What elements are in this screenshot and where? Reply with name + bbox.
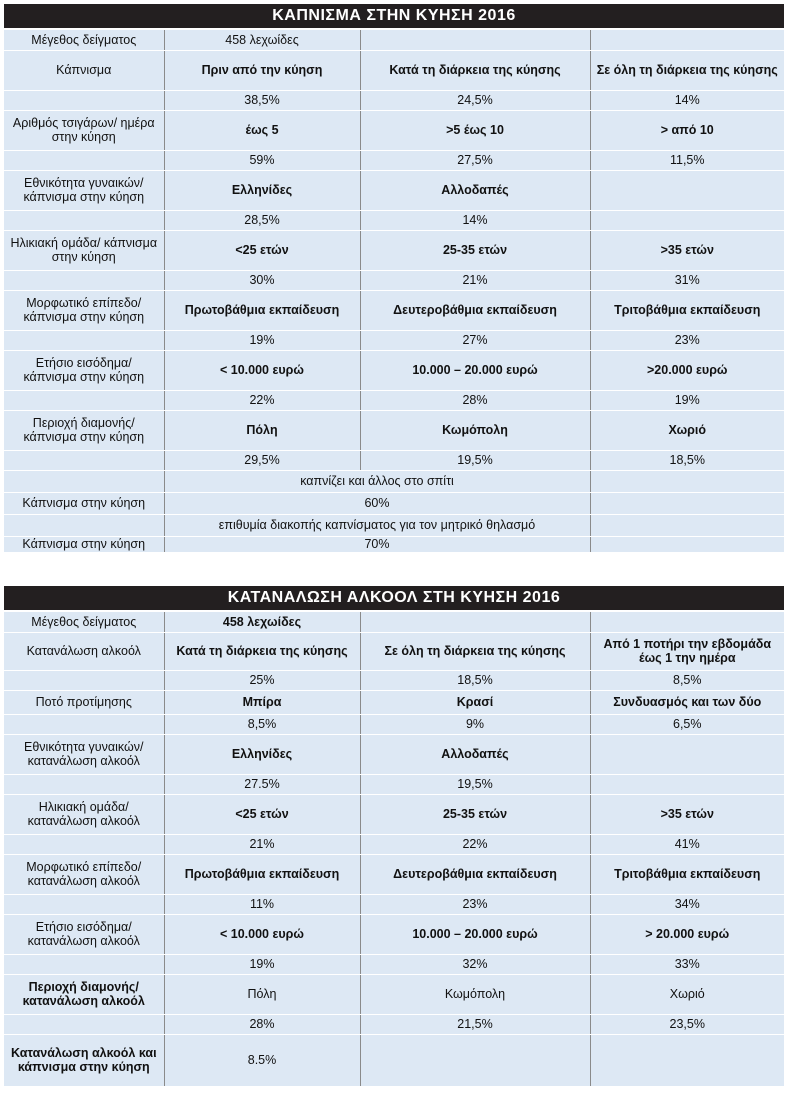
value-cell: 27%: [360, 330, 590, 350]
table-row: [4, 210, 784, 230]
value-cell: 41%: [590, 834, 784, 854]
category-cell: > από 10: [590, 110, 784, 150]
category-cell: Κατά τη διάρκεια της κύησης: [360, 50, 590, 90]
category-cell: Αλλοδαπές: [360, 734, 590, 774]
row-label: Αριθμός τσιγάρων/ ημέρα στην κύηση: [4, 110, 164, 150]
table-row: [4, 612, 784, 632]
combo-value: 8.5%: [164, 1034, 360, 1086]
smoking-table: [4, 30, 784, 553]
category-cell: Κρασί: [360, 690, 590, 714]
value-cell: 59%: [164, 150, 360, 170]
value-cell: 27.5%: [164, 774, 360, 794]
category-cell: >35 ετών: [590, 230, 784, 270]
row-label: Ετήσιο εισόδημα/ κάπνισμα στην κύηση: [4, 350, 164, 390]
category-cell: Πόλη: [164, 974, 360, 1014]
table-row: [4, 794, 784, 834]
row-label: Περιοχή διαμονής/ κάπνισμα στην κύηση: [4, 410, 164, 450]
alcohol-table: [4, 612, 784, 1087]
value-cell: 23%: [590, 330, 784, 350]
row-label: Εθνικότητα γυναικών/ κάπνισμα στην κύηση: [4, 170, 164, 210]
value-cell: 22%: [360, 834, 590, 854]
value-cell: 34%: [590, 894, 784, 914]
quit-wish-value: 70%: [164, 536, 590, 552]
value-cell: 8,5%: [164, 714, 360, 734]
category-cell: Σε όλη τη διάρκεια της κύησης: [590, 50, 784, 90]
value-cell: 28,5%: [164, 210, 360, 230]
category-cell: Χωριό: [590, 410, 784, 450]
table-row: [4, 290, 784, 330]
category-cell: 10.000 – 20.000 ευρώ: [360, 350, 590, 390]
table-row: [4, 834, 784, 854]
table-row: [4, 450, 784, 470]
sample-value: 458 λεχωίδες: [164, 30, 360, 50]
value-cell: 9%: [360, 714, 590, 734]
table-row: [4, 632, 784, 670]
smoking-title: ΚΑΠΝΙΣΜΑ ΣΤΗΝ ΚΥΗΣΗ 2016: [4, 4, 784, 28]
table-row: [4, 30, 784, 50]
value-cell: 33%: [590, 954, 784, 974]
value-cell: 11,5%: [590, 150, 784, 170]
table-row: [4, 390, 784, 410]
value-cell: 6,5%: [590, 714, 784, 734]
home-smoking-label: Κάπνισμα στην κύηση: [4, 492, 164, 514]
table-row: [4, 914, 784, 954]
category-cell: Μπίρα: [164, 690, 360, 714]
category-cell: 10.000 – 20.000 ευρώ: [360, 914, 590, 954]
category-cell: > 20.000 ευρώ: [590, 914, 784, 954]
alcohol-title: ΚΑΤΑΝΑΛΩΣΗ ΑΛΚΟΟΛ ΣΤΗ ΚΥΗΣΗ 2016: [4, 586, 784, 610]
category-cell: Πρωτοβάθμια εκπαίδευση: [164, 290, 360, 330]
quit-wish-label: Κάπνισμα στην κύηση: [4, 536, 164, 552]
value-cell: 18,5%: [360, 670, 590, 690]
value-cell: 19,5%: [360, 774, 590, 794]
value-cell: 25%: [164, 670, 360, 690]
table-row: [4, 110, 784, 150]
table-row: [4, 894, 784, 914]
value-cell: 22%: [164, 390, 360, 410]
row-label: Ετήσιο εισόδημα/ κατανάλωση αλκοόλ: [4, 914, 164, 954]
table-row: [4, 714, 784, 734]
value-cell: 19%: [590, 390, 784, 410]
category-cell: [590, 170, 784, 210]
table-row: [4, 774, 784, 794]
table-row: [4, 974, 784, 1014]
table-row: [4, 492, 784, 514]
category-cell: Κωμόπολη: [360, 410, 590, 450]
value-cell: 21%: [360, 270, 590, 290]
table-row: [4, 514, 784, 536]
category-cell: 25-35 ετών: [360, 230, 590, 270]
category-cell: Από 1 ποτήρι την εβδομάδα έως 1 την ημέρα: [590, 632, 784, 670]
home-smoking-value: 60%: [164, 492, 590, 514]
value-cell: 29,5%: [164, 450, 360, 470]
value-cell: 11%: [164, 894, 360, 914]
table-row: [4, 170, 784, 210]
value-cell: 18,5%: [590, 450, 784, 470]
value-cell: 21,5%: [360, 1014, 590, 1034]
table-row: [4, 854, 784, 894]
sample-label: Μέγεθος δείγματος: [4, 612, 164, 632]
category-cell: < 10.000 ευρώ: [164, 350, 360, 390]
category-cell: Δευτεροβάθμια εκπαίδευση: [360, 290, 590, 330]
value-cell: 19%: [164, 954, 360, 974]
category-cell: Ελληνίδες: [164, 170, 360, 210]
table-row: [4, 536, 784, 552]
sample-label: Μέγεθος δείγματος: [4, 30, 164, 50]
value-cell: 19,5%: [360, 450, 590, 470]
category-cell: Δευτεροβάθμια εκπαίδευση: [360, 854, 590, 894]
sample-value: 458 λεχωίδες: [164, 612, 360, 632]
value-cell: 28%: [360, 390, 590, 410]
category-cell: >20.000 ευρώ: [590, 350, 784, 390]
category-cell: >35 ετών: [590, 794, 784, 834]
category-cell: Συνδυασμός και των δύο: [590, 690, 784, 714]
row-label: Ηλικιακή ομάδα/ κατανάλωση αλκοόλ: [4, 794, 164, 834]
category-cell: <25 ετών: [164, 230, 360, 270]
table-row: [4, 1014, 784, 1034]
value-cell: 28%: [164, 1014, 360, 1034]
category-cell: Χωριό: [590, 974, 784, 1014]
table-row: [4, 330, 784, 350]
row-label: Κάπνισμα: [4, 50, 164, 90]
category-cell: Κατά τη διάρκεια της κύησης: [164, 632, 360, 670]
value-cell: 19%: [164, 330, 360, 350]
category-cell: Κωμόπολη: [360, 974, 590, 1014]
table-row: [4, 734, 784, 774]
row-label: Μορφωτικό επίπεδο/ κάπνισμα στην κύηση: [4, 290, 164, 330]
row-label: Μορφωτικό επίπεδο/ κατανάλωση αλκοόλ: [4, 854, 164, 894]
value-cell: [590, 210, 784, 230]
category-cell: 25-35 ετών: [360, 794, 590, 834]
value-cell: 21%: [164, 834, 360, 854]
table-row: [4, 50, 784, 90]
home-smoker-note: καπνίζει και άλλος στο σπίτι: [164, 470, 590, 492]
table-row: [4, 470, 784, 492]
row-label: Ποτό προτίμησης: [4, 690, 164, 714]
category-cell: Τριτοβάθμια εκπαίδευση: [590, 290, 784, 330]
value-cell: 27,5%: [360, 150, 590, 170]
table-row: [4, 350, 784, 390]
value-cell: 14%: [590, 90, 784, 110]
value-cell: 8,5%: [590, 670, 784, 690]
table-row: [4, 270, 784, 290]
row-label: Ηλικιακή ομάδα/ κάπνισμα στην κύηση: [4, 230, 164, 270]
category-cell: Αλλοδαπές: [360, 170, 590, 210]
category-cell: [590, 734, 784, 774]
category-cell: Σε όλη τη διάρκεια της κύησης: [360, 632, 590, 670]
value-cell: 30%: [164, 270, 360, 290]
value-cell: 31%: [590, 270, 784, 290]
category-cell: >5 έως 10: [360, 110, 590, 150]
category-cell: Πρωτοβάθμια εκπαίδευση: [164, 854, 360, 894]
table-row: [4, 954, 784, 974]
row-label: Εθνικότητα γυναικών/ κατανάλωση αλκοόλ: [4, 734, 164, 774]
value-cell: 32%: [360, 954, 590, 974]
category-cell: Τριτοβάθμια εκπαίδευση: [590, 854, 784, 894]
table-row: [4, 410, 784, 450]
value-cell: [590, 774, 784, 794]
combo-label: Κατανάλωση αλκοόλ και κάπνισμα στην κύηση: [4, 1034, 164, 1086]
row-label: Περιοχή διαμονής/ κατανάλωση αλκοόλ: [4, 974, 164, 1014]
value-cell: 14%: [360, 210, 590, 230]
quit-wish-note: επιθυμία διακοπής καπνίσματος για τον μητρικό θηλασμό: [164, 514, 590, 536]
value-cell: 38,5%: [164, 90, 360, 110]
category-cell: Πόλη: [164, 410, 360, 450]
category-cell: <25 ετών: [164, 794, 360, 834]
value-cell: 23%: [360, 894, 590, 914]
table-row: [4, 150, 784, 170]
table-row: [4, 1034, 784, 1086]
category-cell: < 10.000 ευρώ: [164, 914, 360, 954]
table-row: [4, 670, 784, 690]
table-row: [4, 230, 784, 270]
row-label: Κατανάλωση αλκοόλ: [4, 632, 164, 670]
table-row: [4, 690, 784, 714]
value-cell: 23,5%: [590, 1014, 784, 1034]
category-cell: έως 5: [164, 110, 360, 150]
category-cell: Πριν από την κύηση: [164, 50, 360, 90]
category-cell: Ελληνίδες: [164, 734, 360, 774]
table-row: [4, 90, 784, 110]
value-cell: 24,5%: [360, 90, 590, 110]
